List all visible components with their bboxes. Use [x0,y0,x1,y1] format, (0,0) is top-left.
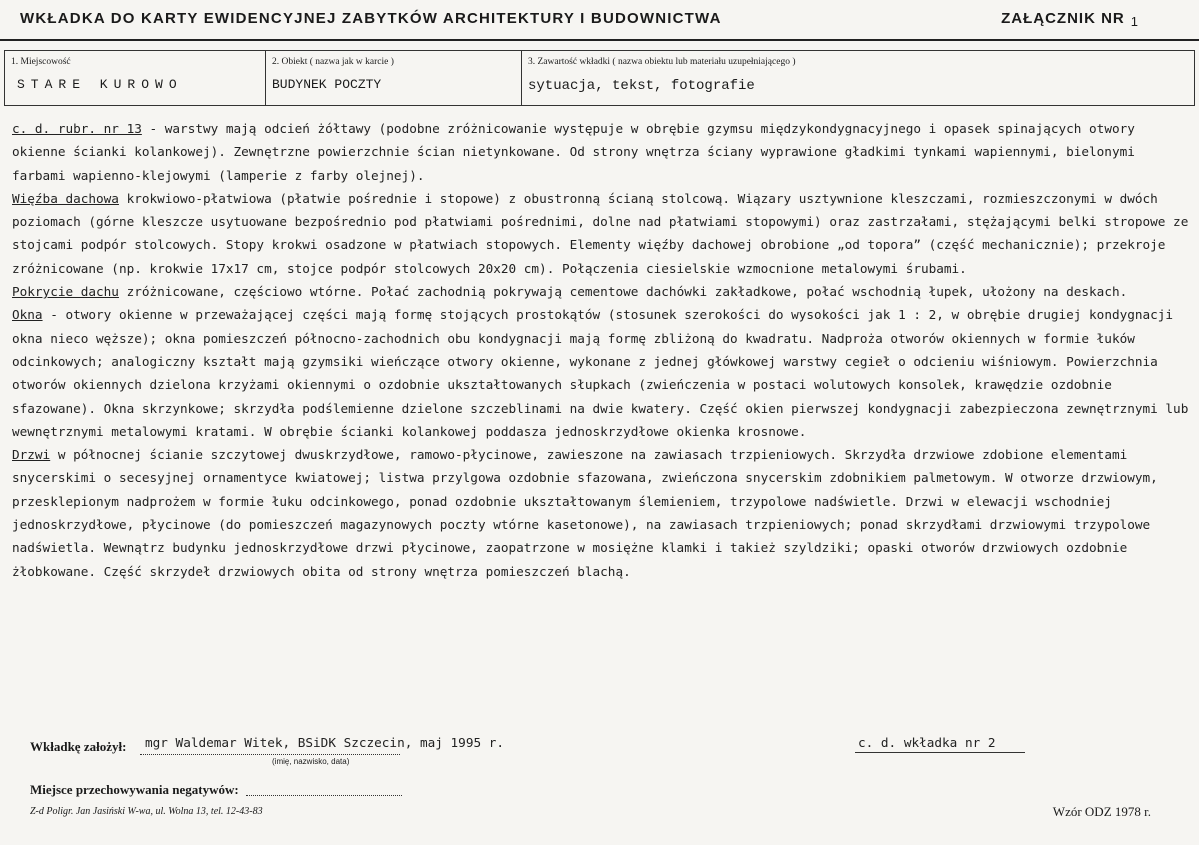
annex-number: 1 [1130,14,1139,29]
locality-field [5,51,266,105]
header-fields [4,50,1195,106]
object-field [266,51,522,105]
paragraph-text: krokwiowo-płatwiowa (płatwie pośrednie i stopowe) z obustronną ścianą stolcową. Wiązary usztywnione kleszczami, rozmieszczonymi w dwóch poziomach (górne kleszcze usytuowane bezpośrednio pod płatwiami pośrednimi, dolne nad płatwiami stopowymi) oraz zastrzałami, stężającymi belki stropowe ze stojcami podpór stolcowych. Stopy krokwi osadzone w płatwiach stopowych. Elementy więźby dachowej obrobione „od topora” (część mechanicznie); przekroje zróżnicowane (np. krokwie 17x17 cm, stojce podpór stolcowych 20x20 cm). Połączenia ciesielskie wzmocnione metalowymi śrubami. [12,190,1189,276]
paragraph-roofing [12,280,1190,303]
description-body [12,117,1190,583]
created-by-line [140,754,400,755]
annex-label [1001,10,1139,27]
locality-label: 1. Miejscowość [11,57,71,67]
created-by-label: Wkładkę założył: [30,739,127,754]
paragraph-text: - warstwy mają odcień żółtawy (podobne zróżnicowanie występuje w obrębie gzymsu międzykondygnacyjnego i opasek spinających otwory okienne ścianki kolankowej). Zewnętrzne powierzchnie ścian nietynkowane. Od strony wnętrza ściany wyprawione gładkimi tynkami wapiennymi, bielonymi farbami wapienno-klejowymi (lamperie z farby olejnej). [12,121,1135,183]
paragraph-text: zróżnicowane, częściowo wtórne. Połać zachodnią pokrywają cementowe dachówki zakładkowe, połać wschodnią łupek, ułożony na deskach. [118,284,1128,300]
paragraph-doors [12,443,1190,583]
paragraph-heading: Drzwi [12,447,51,463]
locality-value: STARE KUROWO [17,77,183,92]
negatives-line [246,795,402,796]
header-rule [0,39,1199,41]
paragraph-text: w północnej ścianie szczytowej dwuskrzydłowe, ramowo-płycinowe, zawieszone na zawiasach trzpieniowych. Skrzydła drzwiowe zdobione elementami snycerskimi o secesyjnej ornamentyce kwiatowej; listwa przylgowa ozdobnie sfazowana, zwieńczona snycerskim zdobnikiem palmetowym. W otworze drzwiowym, przesklepionym nadprożem w formie łuku odcinkowego, ponad ozdobnie ukształtowanym ślemieniem, trzypolowe nadświetle. Drzwi w elewacji wschodniej jednoskrzydłowe, płycinowe (do pomieszczeń magazynowych poczty wtórne kasetonowe), na zawiasach trzpieniowych; ponad skrzydłami drzwiowymi trzypolowe nadświetla. Wewnątrz budynku jednoskrzydłowe drzwi płycinowe, zaopatrzone w mosiężne klamki i takież szyldziki; opaski otworów drzwiowych ozdobnie żłobkowane. Część skrzydeł drzwiowych obita od strony wnętrza pomieszczeń blachą. [12,447,1158,579]
continuation-underline [855,752,1025,753]
printer-imprint: Z-d Poligr. Jan Jasiński W-wa, ul. Wolna 13, tel. 12-43-83 [30,806,263,817]
created-by-caption: (imię, nazwisko, data) [272,757,350,766]
negatives-label: Miejsce przechowywania negatywów: [30,782,239,797]
contents-field [522,51,1194,105]
form-code: Wzór ODZ 1978 r. [1052,804,1151,819]
contents-label: 3. Zawartość wkładki ( nazwa obiektu lub materiału uzupełniającego ) [528,57,796,67]
paragraph-text: - otwory okienne w przeważającej części mają formę stojących prostokątów (stosunek szerokości do wysokości jak 1 : 2, w obrębie drugiej kondygnacji okna nieco węższe); okna pomieszczeń północno-zachodnich obu kondygnacji mają formę zbliżoną do kwadratu. Nadproża otworów okiennych w formie łuków odcinkowych; analogiczny kształt mają gzymsiki wieńczące otwory okienne, wykonane z jednej główkowej warstwy cegieł o odcieniu wiśniowym. Powierzchnia otworów okiennych dzielona krzyżami okiennymi o ozdobnie ukształtowanych słupkach (zwieńczenia w postaci wolutowych konsolek, krawędzie ozdobnie sfazowane). Okna skrzynkowe; skrzydła podślemienne dzielone szczeblinami na dwie kwatery. Część okien pierwszej kondygnacji zabezpieczona zewnętrznymi lub wewnętrznymi metalowymi kratami. W obrębie ścianki kolankowej poddasza jednoskrzydłowe okienka krosnowe. [12,307,1189,439]
form-title: WKŁADKA DO KARTY EWIDENCYJNEJ ZABYTKÓW ARCHITEKTURY I BUDOWNICTWA [20,10,722,27]
created-by-value: mgr Waldemar Witek, BSiDK Szczecin, maj 1995 r. [145,735,505,750]
object-label: 2. Obiekt ( nazwa jak w karcie ) [272,57,394,67]
paragraph-heading: c. d. rubr. nr 13 [12,121,142,136]
continuation-note: c. d. wkładka nr 2 [858,735,996,750]
paragraph-heading: Pokrycie dachu [12,284,119,300]
paragraph-heading: Więźba dachowa [12,190,119,206]
contents-value: sytuacja, tekst, fotografie [528,78,755,94]
paragraph-roof-truss [12,187,1190,280]
paragraph-heading: Okna [12,307,43,323]
annex-label-text: ZAŁĄCZNIK NR [1001,10,1125,27]
object-value: BUDYNEK POCZTY [272,77,382,92]
paragraph-windows [12,303,1190,443]
paragraph-walls [12,117,1190,187]
